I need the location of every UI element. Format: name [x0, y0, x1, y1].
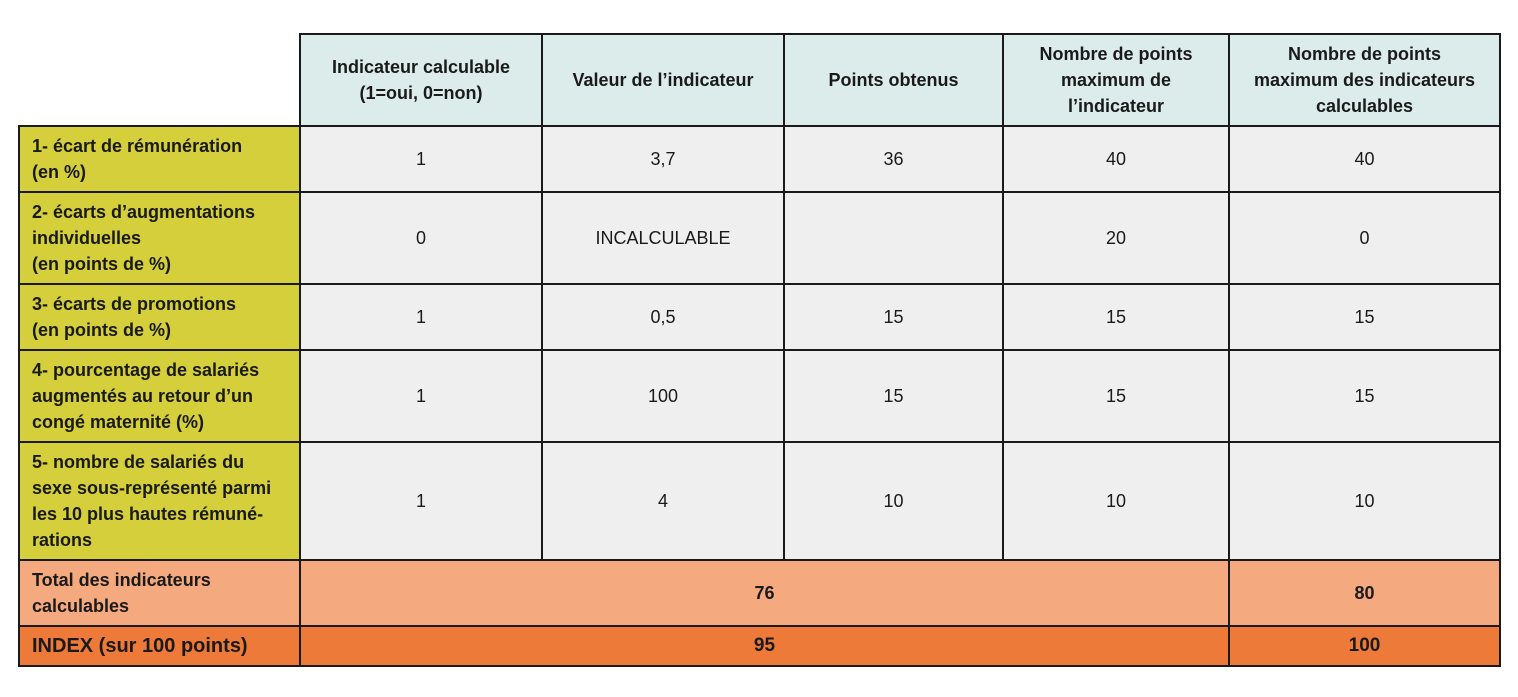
cell-max: 10: [1003, 442, 1229, 560]
row-label: 2- écarts d’augmentations individuelles (en points de %): [19, 192, 300, 284]
cell-valeur: 100: [542, 350, 784, 442]
total-max-calc: 80: [1229, 560, 1500, 626]
cell-points: [784, 192, 1003, 284]
index-table: [18, 33, 1501, 667]
cell-max: 40: [1003, 126, 1229, 192]
table-row: [19, 126, 1500, 192]
cell-calculable: 1: [300, 442, 542, 560]
cell-calculable: 1: [300, 350, 542, 442]
cell-points: 36: [784, 126, 1003, 192]
table-row: [19, 350, 1500, 442]
header-max: Nombre de points maximum de l’indicateur: [1003, 34, 1229, 126]
header-max-calc: Nombre de points maximum des indicateurs calculables: [1229, 34, 1500, 126]
total-points: 76: [300, 560, 1229, 626]
cell-max-calc: 15: [1229, 284, 1500, 350]
cell-max: 15: [1003, 350, 1229, 442]
index-max: 100: [1229, 626, 1500, 666]
cell-calculable: 1: [300, 284, 542, 350]
header-row: [19, 34, 1500, 126]
cell-calculable: 0: [300, 192, 542, 284]
cell-max-calc: 10: [1229, 442, 1500, 560]
cell-max-calc: 40: [1229, 126, 1500, 192]
row-label: 4- pourcentage de salariés augmentés au retour d’un congé maternité (%): [19, 350, 300, 442]
table-row: [19, 284, 1500, 350]
cell-points: 15: [784, 350, 1003, 442]
table-row: [19, 192, 1500, 284]
cell-calculable: 1: [300, 126, 542, 192]
cell-max-calc: 0: [1229, 192, 1500, 284]
header-valeur: Valeur de l’indicateur: [542, 34, 784, 126]
header-points: Points obtenus: [784, 34, 1003, 126]
row-label: 3- écarts de promotions (en points de %): [19, 284, 300, 350]
cell-max-calc: 15: [1229, 350, 1500, 442]
index-label: INDEX (sur 100 points): [19, 626, 300, 666]
cell-valeur: 0,5: [542, 284, 784, 350]
row-label: 1- écart de rémunération (en %): [19, 126, 300, 192]
cell-valeur: 4: [542, 442, 784, 560]
row-label: 5- nombre de salariés du sexe sous-représenté parmi les 10 plus hautes rémuné- rations: [19, 442, 300, 560]
total-row: [19, 560, 1500, 626]
index-points: 95: [300, 626, 1229, 666]
cell-valeur: 3,7: [542, 126, 784, 192]
index-row: [19, 626, 1500, 666]
cell-points: 15: [784, 284, 1003, 350]
table-row: [19, 442, 1500, 560]
cell-max: 20: [1003, 192, 1229, 284]
corner-cell: [19, 34, 300, 126]
total-label: Total des indicateurs calculables: [19, 560, 300, 626]
cell-max: 15: [1003, 284, 1229, 350]
cell-valeur: INCALCULABLE: [542, 192, 784, 284]
header-calculable: Indicateur calculable (1=oui, 0=non): [300, 34, 542, 126]
cell-points: 10: [784, 442, 1003, 560]
